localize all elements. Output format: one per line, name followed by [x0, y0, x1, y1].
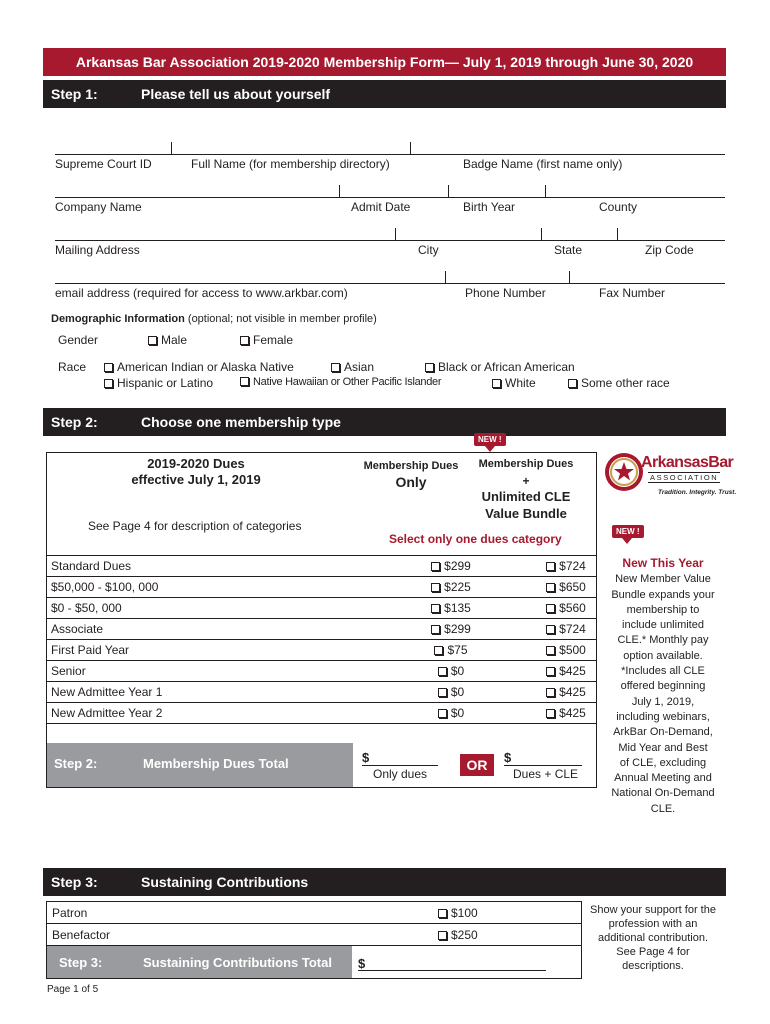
category-label: Associate — [51, 622, 104, 636]
checkbox[interactable] — [438, 909, 447, 918]
dues-option[interactable]: $299 — [401, 622, 501, 636]
benefactor-option[interactable]: $250 — [438, 928, 478, 942]
step3-label: Step 3: — [51, 874, 98, 890]
birth-year-field[interactable] — [449, 177, 544, 197]
gender-female-option[interactable]: Female — [240, 333, 293, 347]
category-label: New Admittee Year 2 — [51, 706, 163, 720]
patron-label: Patron — [52, 906, 88, 920]
fax-label: Fax Number — [599, 286, 666, 300]
race-label: Race — [58, 360, 87, 374]
admit-date-field[interactable] — [340, 177, 447, 197]
bundle-option[interactable]: $425 — [516, 685, 616, 699]
step2-total-label: Membership Dues Total — [143, 756, 289, 771]
step2-total-bar — [47, 743, 353, 787]
dues-heading: 2019-2020 Dues effective July 1, 2019 — [131, 456, 261, 487]
category-label: $50,000 - $100, 000 — [51, 580, 159, 594]
bundle-option[interactable]: $560 — [516, 601, 616, 615]
race-american-indian-option[interactable]: American Indian or Alaska Native — [104, 360, 294, 374]
checkbox[interactable] — [431, 625, 440, 634]
race-native-hawaiian-option[interactable]: Native Hawaiian or Other Pacific Islander — [240, 376, 441, 388]
new-badge: NEW ! — [474, 433, 506, 446]
dues-option[interactable]: $75 — [401, 643, 501, 657]
col-dues-only-heading: Membership Dues Only — [363, 460, 459, 490]
company-name-field[interactable] — [55, 177, 338, 197]
race-asian-option[interactable]: Asian — [331, 360, 374, 374]
city-field[interactable] — [396, 220, 540, 240]
full-name-field[interactable] — [172, 134, 409, 154]
race-hispanic-option[interactable]: Hispanic or Latino — [104, 376, 213, 390]
race-white-option[interactable]: White — [492, 376, 536, 390]
benefactor-label: Benefactor — [52, 928, 111, 942]
sidebar-new-badge: NEW ! — [612, 525, 644, 538]
checkbox[interactable] — [438, 709, 447, 718]
table-row — [46, 660, 597, 681]
table-row — [46, 681, 597, 702]
checkbox[interactable] — [438, 667, 447, 676]
checkbox[interactable] — [568, 379, 577, 388]
page-number: Page 1 of 5 — [47, 984, 99, 995]
demographic-title: Demographic Information — [51, 313, 185, 325]
dues-cle-label: Dues + CLE — [513, 767, 579, 781]
race-other-option[interactable]: Some other race — [568, 376, 670, 390]
checkbox[interactable] — [148, 336, 157, 345]
row4-line — [55, 283, 725, 284]
contribution-note: Show your support for the profession with an additional contribution. See Page 4 for descriptions. — [590, 904, 716, 972]
checkbox[interactable] — [546, 604, 555, 613]
sidebar-heading: New This Year — [622, 556, 704, 570]
checkbox[interactable] — [104, 379, 113, 388]
state-label: State — [554, 243, 583, 257]
checkbox[interactable] — [434, 646, 443, 655]
row1-line — [55, 154, 725, 155]
dues-option[interactable]: $0 — [401, 706, 501, 720]
zip-code-label: Zip Code — [645, 243, 694, 257]
table-row — [46, 618, 597, 639]
fax-field[interactable] — [570, 263, 725, 283]
checkbox[interactable] — [240, 377, 249, 386]
table-row — [46, 702, 597, 723]
logo-tagline: Tradition. Integrity. Trust. — [658, 489, 737, 496]
table-row-empty — [46, 723, 597, 743]
checkbox[interactable] — [546, 625, 555, 634]
step2-title: Choose one membership type — [141, 414, 341, 430]
dues-option[interactable]: $299 — [401, 559, 501, 573]
checkbox[interactable] — [546, 646, 555, 655]
patron-option[interactable]: $100 — [438, 906, 478, 920]
form-title: Arkansas Bar Association 2019-2020 Membership Form— July 1, 2019 through June 30, 2020 — [75, 54, 694, 70]
row3-line — [55, 240, 725, 241]
table-row — [46, 576, 597, 597]
mailing-address-field[interactable] — [55, 220, 394, 240]
category-label: Standard Dues — [51, 559, 132, 573]
phone-field[interactable] — [446, 263, 568, 283]
zip-code-field[interactable] — [618, 220, 725, 240]
checkbox[interactable] — [492, 379, 501, 388]
dues-option[interactable]: $135 — [401, 601, 501, 615]
checkbox[interactable] — [546, 583, 555, 592]
gender-label: Gender — [58, 333, 99, 347]
sidebar-new-pointer — [622, 538, 632, 544]
dues-cle-total-field[interactable]: $ — [504, 750, 582, 766]
city-label: City — [418, 243, 439, 257]
arkbar-logo — [604, 450, 737, 502]
checkbox[interactable] — [331, 363, 340, 372]
see-page-note: See Page 4 for description of categories — [88, 519, 302, 533]
checkbox[interactable] — [240, 336, 249, 345]
seal-icon — [604, 452, 644, 492]
row2-line — [55, 197, 725, 198]
county-field[interactable] — [546, 177, 725, 197]
category-label: New Admittee Year 1 — [51, 685, 163, 699]
bundle-option[interactable]: $650 — [516, 580, 616, 594]
bundle-option[interactable]: $425 — [516, 664, 616, 678]
county-label: County — [599, 200, 638, 214]
category-label: Senior — [51, 664, 86, 678]
category-label: $0 - $50, 000 — [51, 601, 122, 615]
step2-total-step: Step 2: — [54, 756, 98, 771]
or-badge: OR — [460, 754, 494, 776]
race-black-option[interactable]: Black or African American — [425, 360, 575, 374]
checkbox[interactable] — [431, 562, 440, 571]
sidebar-note: New This Year New Member Value Bundle expands your membership to include unlimited CLE.* Monthly pay option available. *Includes all CLE offered beginning July 1, 2019, including webinars, ArkBar On-Demand, Mid Year and Best of CLE, excluding Annual Meeting and National On-Demand CLE. — [602, 556, 724, 817]
dues-option[interactable]: $0 — [401, 685, 501, 699]
checkbox[interactable] — [546, 667, 555, 676]
step3-total-bar — [47, 946, 352, 978]
checkbox[interactable] — [546, 688, 555, 697]
badge-name-field[interactable] — [411, 134, 725, 154]
full-name-label: Full Name (for membership directory) — [191, 157, 390, 171]
logo-association: ASSOCIATION — [650, 473, 719, 482]
dues-option[interactable]: $225 — [401, 580, 501, 594]
admit-date-label: Admit Date — [351, 200, 411, 214]
step3-total-step: Step 3: — [59, 955, 103, 970]
bundle-option[interactable]: $425 — [516, 706, 616, 720]
checkbox[interactable] — [425, 363, 434, 372]
bundle-option[interactable]: $724 — [516, 622, 616, 636]
email-label: email address (required for access to www.arkbar.com) — [55, 286, 348, 300]
checkbox[interactable] — [546, 562, 555, 571]
form-title-banner — [43, 48, 726, 76]
table-row — [46, 639, 597, 660]
bundle-option[interactable]: $724 — [516, 559, 616, 573]
birth-year-label: Birth Year — [463, 200, 516, 214]
supreme-court-id-field[interactable] — [55, 134, 170, 154]
step2-header — [43, 408, 726, 436]
table-row — [46, 555, 597, 576]
step1-header — [43, 80, 726, 108]
step3-total-label: Sustaining Contributions Total — [143, 955, 332, 970]
dues-only-total-field[interactable]: $ — [362, 750, 438, 766]
mailing-address-label: Mailing Address — [55, 243, 140, 257]
contributions-total-field[interactable]: $ — [358, 956, 546, 971]
demographic-heading — [51, 313, 377, 325]
step3-header — [43, 868, 726, 896]
step1-title: Please tell us about yourself — [141, 86, 331, 102]
dues-option[interactable]: $0 — [401, 664, 501, 678]
checkbox[interactable] — [438, 931, 447, 940]
step1-label: Step 1: — [51, 86, 98, 102]
demographic-note: (optional; not visible in member profile) — [187, 313, 377, 325]
gender-male-option[interactable]: Male — [148, 333, 187, 347]
company-name-label: Company Name — [55, 200, 142, 214]
only-dues-label: Only dues — [373, 767, 428, 781]
logo-name: ArkansasBar — [641, 454, 734, 471]
step3-title: Sustaining Contributions — [141, 874, 309, 890]
checkbox[interactable] — [431, 583, 440, 592]
state-field[interactable] — [542, 220, 616, 240]
checkbox[interactable] — [431, 604, 440, 613]
bundle-option[interactable]: $500 — [516, 643, 616, 657]
checkbox[interactable] — [546, 709, 555, 718]
checkbox[interactable] — [104, 363, 113, 372]
col-bundle-heading: Membership Dues + Unlimited CLE Value Bundle — [478, 458, 574, 521]
step2-label: Step 2: — [51, 414, 98, 430]
supreme-court-id-label: Supreme Court ID — [55, 157, 152, 171]
phone-label: Phone Number — [465, 286, 546, 300]
table-row — [46, 597, 597, 618]
checkbox[interactable] — [438, 688, 447, 697]
category-label: First Paid Year — [51, 643, 130, 657]
badge-name-label: Badge Name (first name only) — [463, 157, 623, 171]
email-field[interactable] — [55, 263, 444, 283]
select-only-one-note: Select only one dues category — [389, 532, 562, 546]
